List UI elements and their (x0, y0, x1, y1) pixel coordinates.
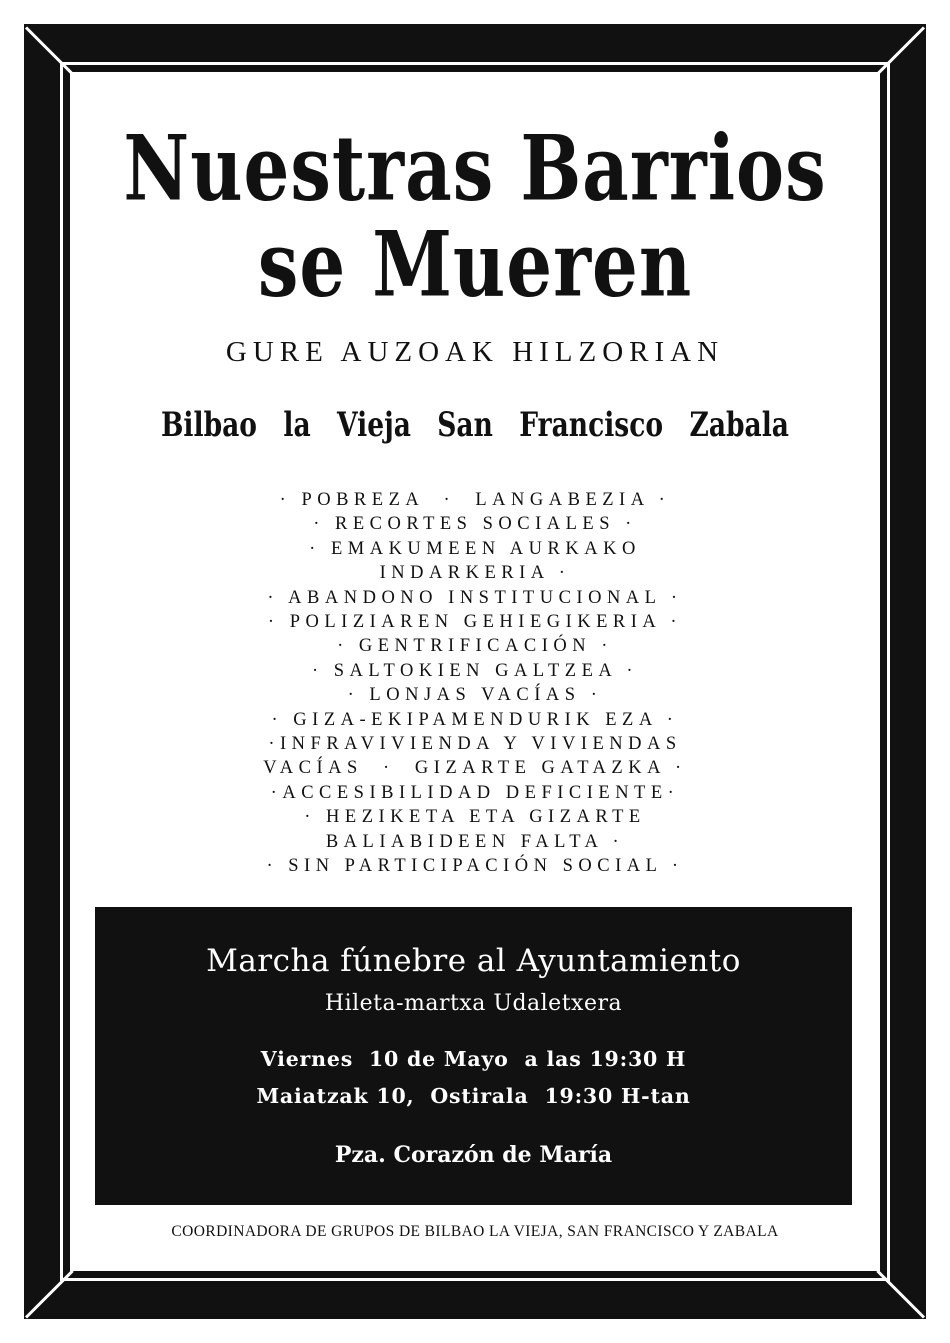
event-date-spanish: Viernes 10 de Mayo a las 19:30 H (260, 1047, 687, 1071)
list-item: · POBREZA · LANGABEZIA · (279, 490, 671, 510)
list-item: ·ACCESIBILIDAD DEFICIENTE· (270, 782, 680, 803)
list-item: · LONJAS VACÍAS · (347, 685, 603, 706)
list-item: VACÍAS · GIZARTE GATAZKA · (263, 758, 687, 779)
list-item: · RECORTES SOCIALES · (313, 514, 637, 535)
list-item: · EMAKUMEEN AURKAKO (309, 538, 641, 559)
list-item: · HEZIKETA ETA GIZARTE (304, 807, 646, 828)
list-item: · GENTRIFICACIÓN · (337, 636, 613, 657)
list-item: · ABANDONO INSTITUCIONAL · (267, 587, 683, 608)
list-item: · POLIZIAREN GEHIEGIKERIA · (267, 612, 683, 633)
event-subtitle: Hileta-martxa Udaletxera (324, 991, 623, 1016)
neighborhoods-line: Bilbao la Vieja San Francisco Zabala (161, 405, 789, 445)
organizer-footer: COORDINADORA DE GRUPOS DE BILBAO LA VIEJA, SAN FRANCISCO Y ZABALA (171, 1223, 779, 1240)
list-item: INDARKERIA · (379, 563, 571, 584)
event-title: Marcha fúnebre al Ayuntamiento (206, 943, 741, 979)
list-item: · SALTOKIEN GALTZEA · (311, 660, 639, 681)
event-date-basque: Maiatzak 10, Ostirala 19:30 H-tan (256, 1084, 691, 1108)
list-item: · GIZA-EKIPAMENDURIK EZA · (271, 709, 679, 730)
basque-subtitle: GURE AUZOAK HILZORIAN (225, 336, 725, 368)
event-place: Pza. Corazón de María (334, 1142, 613, 1168)
title-line-2: se Mueren (257, 210, 693, 317)
problems-list (0, 488, 950, 879)
list-item: BALIABIDEEN FALTA · (325, 831, 625, 852)
list-item: · SIN PARTICIPACIÓN SOCIAL · (266, 856, 684, 877)
title-line-1: Nuestras Barrios (123, 114, 827, 221)
list-item: ·INFRAVIVIENDA Y VIVIENDAS (268, 734, 682, 755)
event-info-box (95, 907, 852, 1205)
